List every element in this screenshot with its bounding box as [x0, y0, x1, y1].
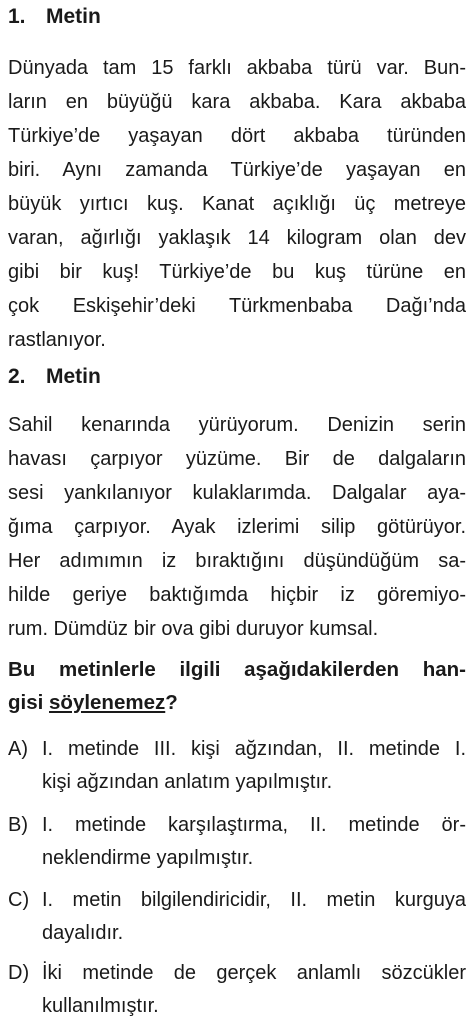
question-suffix: ? [165, 691, 178, 714]
option-text [42, 809, 466, 875]
option-line: I. metinde karşılaştırma, II. metinde ör- [42, 814, 466, 836]
question-line: Bu metinlerle ilgili aşağıdakilerden han- [8, 658, 466, 681]
option-text [42, 957, 466, 1023]
text1-line: varan, ağırlığı yaklaşık 14 kilogram olan dev [8, 227, 466, 249]
text2-title: Metin [46, 365, 101, 388]
option-line: dayalıdır. [42, 922, 124, 944]
text1-line: biri. Aynı zamanda Türkiye’de yaşayan en [8, 159, 466, 181]
text2-number: 2. [8, 365, 26, 388]
option-line: I. metinde III. kişi ağzından, II. metinde I. [42, 738, 466, 760]
option-line: İki metinde de gerçek anlamlı sözcükler [42, 962, 466, 984]
text1-line: Dünyada tam 15 farklı akbaba türü var. Bun- [8, 57, 466, 79]
option-letter: A) [8, 738, 28, 760]
question-line [8, 686, 466, 719]
option-line: neklendirme yapılmıştır. [42, 847, 254, 869]
option-letter: C) [8, 889, 30, 911]
text2-line: rum. Dümdüz bir ova gibi duruyor kumsal. [8, 618, 379, 640]
question-stem [8, 653, 466, 719]
text1-heading [8, 4, 101, 30]
text2-line: hilde geriye baktığımda hiçbir iz göremiyo- [8, 584, 466, 606]
option-text [42, 884, 466, 950]
text1-paragraph [8, 51, 466, 357]
option-letter: B) [8, 814, 28, 836]
text2-line: ğıma çarpıyor. Ayak izlerimi silip götürüyor. [8, 516, 466, 538]
question-prefix: gisi [8, 691, 50, 714]
text2-line: sesi yankılanıyor kulaklarımda. Dalgalar aya- [8, 482, 466, 504]
text1-line: büyük yırtıcı kuş. Kanat açıklığı üç metreye [8, 193, 466, 215]
text2-heading [8, 364, 101, 390]
option-line: kullanılmıştır. [42, 995, 159, 1017]
text2-line: havası çarpıyor yüzüme. Bir de dalgaların [8, 448, 466, 470]
option-line: kişi ağzından anlatım yapılmıştır. [42, 771, 333, 793]
text1-line: ların en büyüğü kara akbaba. Kara akbaba [8, 91, 466, 113]
option-line: I. metin bilgilendiricidir, II. metin kurguya [42, 889, 466, 911]
text1-line: Türkiye’de yaşayan dört akbaba türünden [8, 125, 466, 147]
option-letter: D) [8, 962, 30, 984]
question-underlined-word: söylenemez [49, 691, 166, 714]
text2-paragraph [8, 408, 466, 646]
text1-title: Metin [46, 5, 101, 28]
option-text [42, 733, 466, 799]
text1-number: 1. [8, 5, 26, 28]
text2-line: Her adımımın iz bıraktığını düşündüğüm sa- [8, 550, 466, 572]
text2-line: Sahil kenarında yürüyorum. Denizin serin [8, 414, 466, 436]
text1-line: gibi bir kuş! Türkiye’de bu kuş türüne en [8, 261, 466, 283]
text1-line: rastlanıyor. [8, 329, 106, 351]
text1-line: çok Eskişehir’deki Türkmenbaba Dağı’nda [8, 295, 466, 317]
